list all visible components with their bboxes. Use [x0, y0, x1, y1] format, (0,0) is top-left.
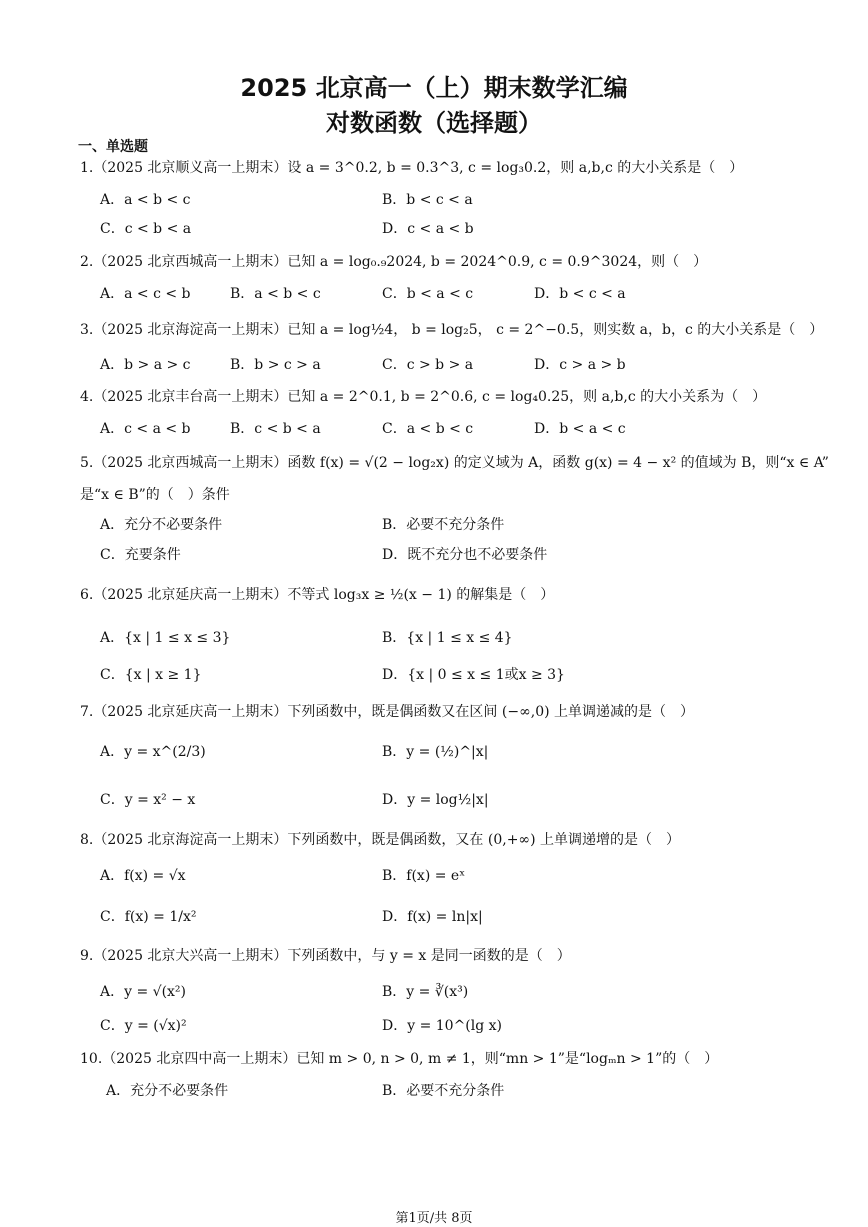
question-2-option-b: B．a < b < c [230, 286, 321, 302]
question-7-option-a: A．y = x^(2/3) [100, 744, 206, 760]
question-5-stem: 5.（2025 北京西城高一上期末）函数 f(x) = √(2 − log₂x) 的定义域为 A，函数 g(x) = 4 − x² 的值域为 B，则“x ∈ A” [80, 455, 829, 471]
question-1-option-c: C．c < b < a [100, 221, 192, 237]
question-7-option-b: B．y = (½)^|x| [382, 744, 489, 760]
question-8-option-c: C．f(x) = 1/x² [100, 909, 197, 925]
question-9-stem: 9.（2025 北京大兴高一上期末）下列函数中，与 y = x 是同一函数的是（ ） [80, 948, 571, 964]
document-title: 2025 北京高一（上）期末数学汇编 [240, 74, 628, 102]
document-subtitle: 对数函数（选择题） [326, 109, 542, 137]
question-7-option-d: D．y = log½|x| [382, 792, 489, 808]
question-3-option-c: C．c > b > a [382, 357, 474, 373]
question-9-option-a: A．y = √(x²) [100, 984, 187, 1000]
question-9-option-b: B．y = ∛(x³) [382, 984, 469, 1000]
question-2-option-a: A．a < c < b [100, 286, 191, 302]
section-heading: 一、单选题 [78, 139, 148, 155]
question-5-option-d: D．既不充分也不必要条件 [382, 547, 548, 563]
question-5-option-a: A．充分不必要条件 [100, 517, 223, 533]
question-9-option-c: C．y = (√x)² [100, 1018, 187, 1034]
question-1-stem: 1.（2025 北京顺义高一上期末）设 a = 3^0.2, b = 0.3^3, c = log₃0.2，则 a,b,c 的大小关系是（ ） [80, 160, 744, 176]
question-7-option-c: C．y = x² − x [100, 792, 196, 808]
question-2-option-d: D．b < c < a [534, 286, 626, 302]
question-8-option-b: B．f(x) = eˣ [382, 868, 466, 884]
question-4-option-d: D．b < a < c [534, 421, 626, 437]
question-4-stem: 4.（2025 北京丰台高一上期末）已知 a = 2^0.1, b = 2^0.6, c = log₄0.25，则 a,b,c 的大小关系为（ ） [80, 389, 767, 405]
question-10-option-b: B．必要不充分条件 [382, 1083, 505, 1099]
question-3-option-a: A．b > a > c [100, 357, 191, 373]
question-5-stem-continued: 是“x ∈ B”的（ ）条件 [80, 487, 230, 503]
question-8-stem: 8.（2025 北京海淀高一上期末）下列函数中，既是偶函数，又在 (0,+∞) 上单调递增的是（ ） [80, 832, 681, 848]
question-2-option-c: C．b < a < c [382, 286, 474, 302]
question-2-stem: 2.（2025 北京西城高一上期末）已知 a = log₀.₉2024, b = 2024^0.9, c = 0.9^3024，则（ ） [80, 254, 708, 270]
question-3-option-d: D．c > a > b [534, 357, 626, 373]
question-5-option-b: B．必要不充分条件 [382, 517, 505, 533]
question-5-option-c: C．充要条件 [100, 547, 181, 563]
question-4-option-a: A．c < a < b [100, 421, 191, 437]
question-4-option-c: C．a < b < c [382, 421, 474, 437]
question-6-option-d: D．{x | 0 ≤ x ≤ 1或x ≥ 3} [382, 667, 565, 683]
question-6-option-a: A．{x | 1 ≤ x ≤ 3} [100, 630, 231, 646]
question-4-option-b: B．c < b < a [230, 421, 321, 437]
question-1-option-a: A．a < b < c [100, 192, 191, 208]
question-8-option-a: A．f(x) = √x [100, 868, 186, 884]
question-9-option-d: D．y = 10^(lg x) [382, 1018, 503, 1034]
question-6-option-c: C．{x | x ≥ 1} [100, 667, 202, 683]
question-3-stem: 3.（2025 北京海淀高一上期末）已知 a = log½4， b = log₂5， c = 2^−0.5，则实数 a，b，c 的大小关系是（ ） [80, 322, 824, 338]
question-10-stem: 10.（2025 北京四中高一上期末）已知 m > 0, n > 0, m ≠ 1，则“mn > 1”是“logₘn > 1”的（ ） [80, 1051, 719, 1067]
question-7-stem: 7.（2025 北京延庆高一上期末）下列函数中，既是偶函数又在区间 (−∞,0) 上单调递减的是（ ） [80, 704, 695, 720]
question-1-option-b: B．b < c < a [382, 192, 473, 208]
question-8-option-d: D．f(x) = ln|x| [382, 909, 483, 925]
question-1-option-d: D．c < a < b [382, 221, 474, 237]
question-6-stem: 6.（2025 北京延庆高一上期末）不等式 log₃x ≥ ½(x − 1) 的解集是（ ） [80, 587, 555, 603]
question-6-option-b: B．{x | 1 ≤ x ≤ 4} [382, 630, 513, 646]
page-footer: 第1页/共 8页 [395, 1211, 473, 1226]
question-3-option-b: B．b > c > a [230, 357, 321, 373]
question-10-option-a: A．充分不必要条件 [106, 1083, 229, 1099]
